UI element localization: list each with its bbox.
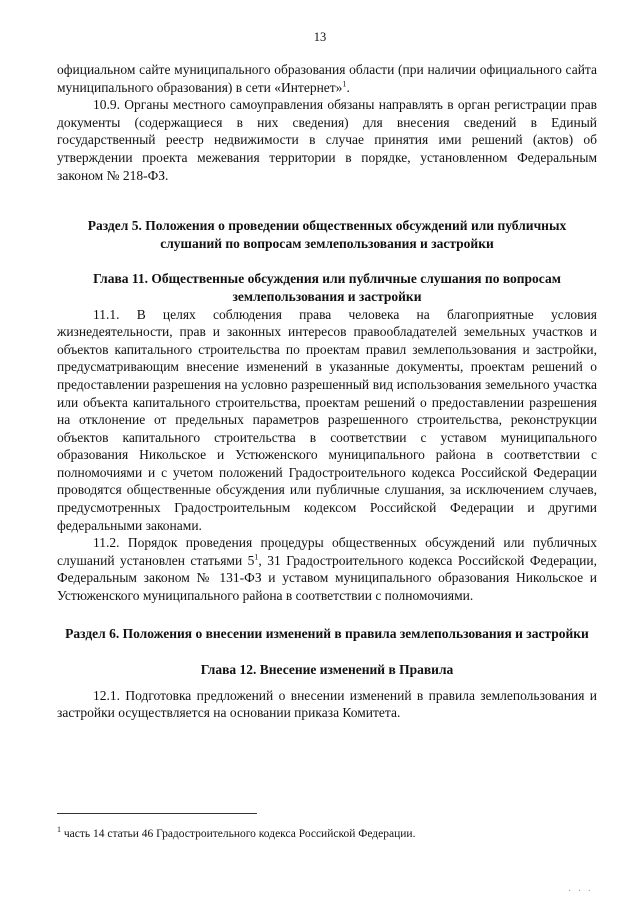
page-number: 13 [313, 30, 327, 44]
footnote-divider [57, 813, 257, 814]
section-5-heading: Раздел 5. Положения о проведении общественных обсуждений или публичных слушаний по вопросам землепользования и застройки [87, 218, 567, 251]
paragraph-11-2 [57, 534, 597, 604]
footnote-reference: 1 [342, 79, 347, 89]
paragraph-continuation: официальном сайте муниципального образования области (при наличии официального сайта муниципального образования) в сети «Интернет»$^1$. [57, 62, 597, 95]
paragraph-10-9: 10.9. Органы местного самоуправления обязаны направлять в орган регистрации прав документы (содержащиеся в них сведения) для внесения сведений в Единый государственный реестр недвижимости в случае принятия ими решений (актов) об утверждении проекта межевания территории в порядке, установленном Федеральным законом № 218-ФЗ. [57, 97, 597, 183]
chapter-12-heading: Глава 12. Внесение изменений в Правила [200, 662, 454, 678]
section-6-heading: Раздел 6. Положения о внесении изменений в правила землепользования и застройки [65, 625, 589, 641]
footnote-text: часть 14 статьи 46 Градостроительного кодекса Российской Федерации. [61, 828, 416, 840]
paragraph-12-1: 12.1. Подготовка предложений о внесении изменений в правила землепользования и застройки осуществляется на основании приказа Комитета. [57, 687, 597, 721]
scan-artifact: · · · [568, 886, 593, 897]
footnote-mark: 1 [57, 825, 61, 835]
article-superscript: 1 [254, 552, 259, 562]
paragraph-text: официальном сайте муниципального образования области (при наличии официального сайта муниципального образования) в сети «Интернет» [57, 62, 597, 95]
document-body [57, 61, 597, 722]
paragraph-text: , 31 Градостроительного кодекса Российской Федерации, Федеральным законом № 131-ФЗ и уставом муниципального образования Никольское и Устюженского муниципального района в соответствии с полномочиями. [57, 552, 597, 604]
chapter-11-heading: Глава 11. Общественные обсуждения или публичные слушания по вопросам землепользования и застройки [93, 271, 561, 304]
footnote [57, 827, 617, 841]
paragraph-11-1: 11.1. В целях соблюдения права человека на благоприятные условия жизнедеятельности, прав и законных интересов правообладателей земельных участков и объектов капитального строительства по проектам правил землепользования и застройки, предусматривающим внесение изменений в указанные документы, проектам решений о предоставлении разрешения на условно разрешенный вид использования земельного участка или объекта капитального строительства, проектам решений о предоставлении разрешения на отклонение от предельных параметров разрешенного строительства, реконструкции объектов капитального строительства в соответствии с уставом муниципального образования Никольское и Устюженского муниципального района в соответствии с полномочиями и с учетом положений Градостроительного кодекса Российской Федерации проводятся общественные обсуждения или публичные слушания, за исключением случаев, предусмотренных Градостроительным кодексом Российской Федерации и другими федеральными законами. [57, 306, 597, 533]
paragraph-text: 11.2. Порядок проведения процедуры общественных обсуждений или публичных слушаний установлен статьями 5 [57, 535, 597, 568]
